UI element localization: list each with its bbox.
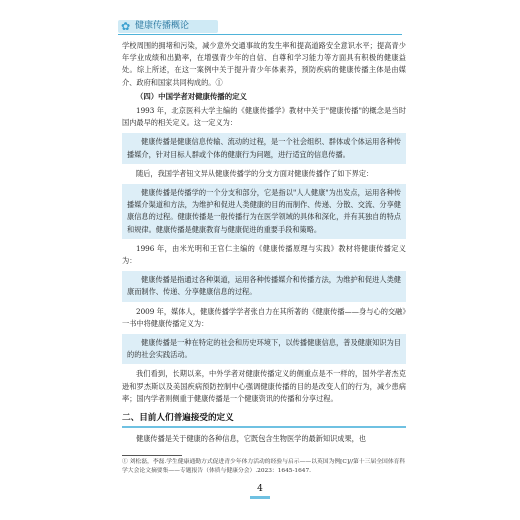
- definition-text: 健康传播是健康信息传输、流动的过程，是一个社会组织、群体或个体运用各种传播媒介，针对目标人群或个体的健康行为问题，进行适宜的信息传播。: [127, 137, 401, 159]
- paragraph: 学校周围的拥堵和污染，减少意外交通事故的发生率和提高道路安全意识水平；提高青少年学业成绩和出勤率，在增强青少年的自信、自尊和学习能力等方面具有积极的健康益处。综上所述，在这一案例中关于提升青少年体素养，预防疾病的健康传播主体是由媒介、政府和国家共同构成的。①: [122, 41, 406, 87]
- definition-text: 健康传播是传播学的一个分支和部分，它是指以"人人健康"为出发点，运用各种传播媒介渠道和方法，为维护和促进人类健康的目的而制作、传递、分散、交流、分享健康信息的过程。健康传播是一般传播行为在医学领域的具体和深化，并有其独自的特点和规律。健康传播是健康教育与健康促进的重要手段和策略。: [127, 188, 401, 234]
- definition-text: 健康传播是一种在特定的社会和历史环境下，以传播健康信息，普及健康知识为目的的社会实践活动。: [127, 338, 401, 360]
- footnote: [122, 455, 406, 476]
- paragraph: 1993 年，北京医科大学主编的《健康传播学》教材中关于"健康传播"的概念是当时国内最早的相关定义。这一定义为：: [122, 106, 406, 128]
- flower-icon: ✿: [121, 20, 131, 33]
- page-number-bar: [250, 496, 270, 499]
- paragraph: 2009 年，媒体人，健康传播学学者张自力在其所著的《健康传播——身与心的交融》一书中将健康传播定义为：: [122, 306, 406, 328]
- page-body: [122, 40, 406, 445]
- page-number: 4: [257, 484, 263, 494]
- paragraph: 随后，我国学者钮文异从健康传播学的分支方面对健康传播作了如下界定：: [136, 168, 374, 178]
- running-header: [0, 0, 520, 40]
- header-title: 健康传播概论: [135, 21, 190, 31]
- definition-text: 健康传播是指通过各种渠道，运用各种传播媒介和传播方法，为维护和促进人类健康而制作、传递、分享健康信息的过程。: [127, 275, 401, 297]
- paragraph: 我们看到，长期以来，中外学者对健康传播定义的侧重点是不一样的，国外学者杰克逊和罗杰斯以及美国疾病预防控制中心强调健康传播的目的是改变人们的行为，减少患病率；国内学者则侧重于健康传播是一个健康资讯的传播和分享过程。: [122, 369, 406, 403]
- footnote-text: ① 刘松磊，李磊.学生健康通勤方式促进青少年体力活动的经验与启示——以英国为例[C]//第十三届全国体育科学大会论文摘要集——专题报告（体质与健康分会）.2023：1645-1647.: [122, 459, 406, 474]
- section-title: 二、目前人们普遍接受的定义: [122, 412, 406, 428]
- header-rule: [118, 34, 402, 35]
- definition-box: [122, 133, 406, 163]
- definition-box: [122, 334, 406, 364]
- definition-box: [122, 184, 406, 239]
- footnote-rule: [122, 455, 182, 456]
- paragraph: 健康传播是关于健康的各种信息，它既包含生物医学的最新知识成果，也: [136, 434, 367, 444]
- subsection-heading: （四）中国学者对健康传播的定义: [136, 91, 247, 101]
- paragraph: 1996 年，由米光明和王官仁主编的《健康传播原理与实践》教材将健康传播定义为：: [122, 243, 406, 266]
- definition-box: [122, 271, 406, 301]
